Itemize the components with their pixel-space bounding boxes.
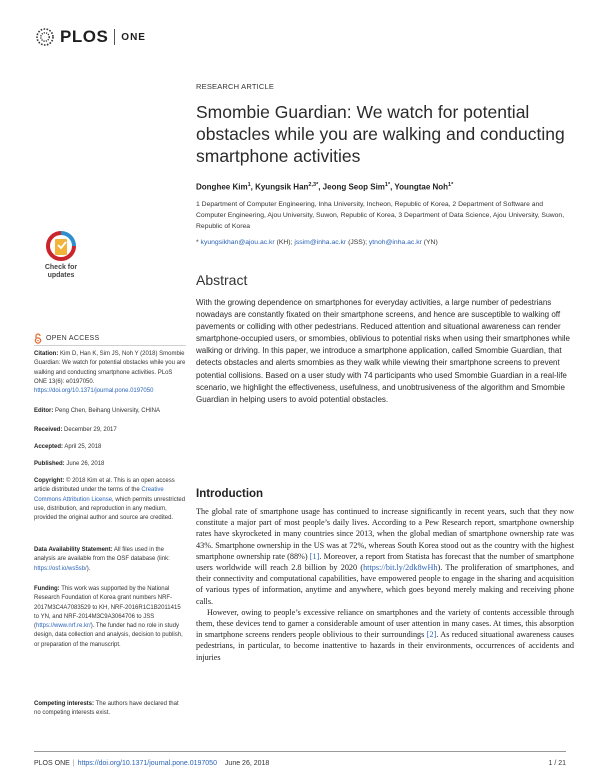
author-affil-marker: 1 <box>247 182 251 188</box>
author-name: Donghee Kim <box>196 182 248 192</box>
funding-block <box>34 585 186 650</box>
data-availability-block <box>34 546 186 574</box>
logo-text: PLOS <box>60 27 109 46</box>
page-number: 1 / 21 <box>548 760 566 767</box>
author-name: Jeong Seop Sim <box>322 182 385 192</box>
journal-name: ONE <box>121 31 146 43</box>
citation-link[interactable]: [2] <box>426 630 437 640</box>
url-link[interactable]: https://bit.ly/2dk8wHh <box>363 563 438 573</box>
text-run: . Moreover, a report from Statista has forecast that the number of smartphone users worldwide will reach 2.8 billion by 2020 ( <box>196 551 574 573</box>
footer-separator <box>220 760 222 767</box>
accepted-label: Accepted: <box>34 444 64 450</box>
received-block <box>34 426 186 435</box>
plos-logo-icon <box>34 27 56 47</box>
editor-text: Peng Chen, Beihang University, CHINA <box>53 408 160 414</box>
open-access-label <box>34 333 99 344</box>
abstract-heading: Abstract <box>196 272 248 288</box>
citation-label: Citation: <box>34 351 59 357</box>
funding-text: This work was supported by the National Research Foundation of Korea grant numbers NRF-2017M3C4A7083529 to KH, NRF-2016R1C1B2011415 to YN, and NRF-2014M3C9A3064706 to JSS ( <box>34 586 181 630</box>
received-label: Received: <box>34 427 63 433</box>
citation-block <box>34 350 186 396</box>
accepted-date: April 25, 2018 <box>63 444 102 450</box>
corresponding-emails <box>196 239 438 246</box>
email-link[interactable]: jssim@inha.ac.kr <box>294 239 347 246</box>
footer-divider <box>34 751 566 752</box>
email-owner: (YN) <box>421 239 438 246</box>
citation-link[interactable]: [1] <box>309 551 320 561</box>
published-date: June 26, 2018 <box>64 461 105 467</box>
osf-link[interactable]: https://osf.io/ws5sb/ <box>34 565 87 572</box>
accepted-block <box>34 443 186 452</box>
paragraph <box>196 607 574 663</box>
author-affil-marker: 2,3* <box>308 182 319 188</box>
text-run: ). The proliferation of smartphones, and their connectivity and computational capabilities, have empowered people to engage in the sharing and acquisition of various types of information, anytime and anywhere, which goes beyond merely making and receiving phone calls. <box>196 563 574 606</box>
author-name: Youngtae Noh <box>394 182 449 192</box>
author-affil-marker: 1* <box>448 182 454 188</box>
open-access-lock-icon <box>34 333 42 344</box>
copyright-text: © 2018 Kim et al. This is an open access article distributed under the terms of the <box>34 478 175 494</box>
article-title: Smombie Guardian: We watch for potential obstacles while you are walking and conducting smartphone activities <box>196 102 565 166</box>
copyright-text: , which permits unrestricted use, distribution, and reproduction in any medium, provided the original author and source are credited. <box>34 496 186 522</box>
citation-text: Kim D, Han K, Sim JS, Noh Y (2018) Smombie Guardian: We watch for potential obstacles while you are walking and conducting smartphone activities. PLoS ONE 13(6): e0197050. <box>34 351 186 385</box>
plos-logo <box>34 27 146 47</box>
competing-interests-label: Competing interests: <box>34 701 95 707</box>
published-block <box>34 460 186 469</box>
author-list: Donghee Kim$^1$, Kyungsik Han$^{2,3*}$, Jeong Seop Sim$^{1*}$, Youngtae Noh$^{1*}$ <box>196 182 454 192</box>
paragraph <box>196 506 574 607</box>
author-affil-marker: 1* <box>384 182 391 188</box>
data-availability-text: ). <box>86 565 91 572</box>
open-access-text: OPEN ACCESS <box>46 335 100 342</box>
email-link[interactable]: ytnoh@inha.ac.kr <box>368 239 422 246</box>
footer-left <box>34 760 269 767</box>
editor-block <box>34 407 186 416</box>
introduction-heading: Introduction <box>196 488 264 500</box>
text-run: The global rate of smartphone usage has continued to increase significantly in recent years, such that they now constitute a major part of most people’s daily lives. According to a Pew Research report, smartphone ownership rates have skyrocketed in many countries since 2013, when the global median of smartphone ownership rate was 43%. Smartphone ownership in the US was at 72%, whereas South Korea stood out as the country with the highest smartphone ownership rate (88%) <box>196 507 574 561</box>
competing-interests-block <box>34 700 186 719</box>
asterisk: * <box>196 239 201 246</box>
competing-interests-text: The authors have declared that no competing interests exist. <box>34 701 179 717</box>
doi-link[interactable]: https://doi.org/10.1371/journal.pone.0197050 <box>34 388 154 395</box>
page-footer <box>34 760 566 767</box>
copyright-block <box>34 477 186 523</box>
received-date: December 29, 2017 <box>62 427 117 433</box>
email-owner: (JSS); <box>346 239 369 246</box>
published-label: Published: <box>34 461 65 467</box>
check-for-updates-label: Check for updates <box>44 264 78 279</box>
check-for-updates-icon <box>34 230 88 264</box>
abstract-text: With the growing dependence on smartphones for everyday activities, a large number of pedestrians nowadays are constantly fixated on their smartphone screens, and hence are susceptible to walking off pavements or colliding with other pedestrians. Reduced attention and situational awareness can render smartphone-occupied users, or smombies, oblivious to potential risks when using their smartphones while walking or driving. In this paper, we introduce a smartphone application, called Smombie Guardian, that detects obstacles and alerts smombies as they walk while viewing their smartphone screens to prevent potential collisions. Based on a user study with 74 participants who used Smombie Guardian in a real-life scenario, we highlight the effectiveness, usefulness, and unobtrusiveness of the algorithm and Smombie Guardian in helping users to avoid potential obstacles. <box>196 298 570 404</box>
data-availability-label: Data Availability Statement: <box>34 547 113 553</box>
nrf-link[interactable]: https://www.nrf.re.kr/ <box>36 623 91 630</box>
funding-label: Funding: <box>34 586 60 592</box>
footer-date: June 26, 2018 <box>224 760 270 767</box>
footer-journal: PLOS ONE <box>34 760 70 767</box>
logo-divider <box>114 29 115 45</box>
email-owner: (KH); <box>274 239 295 246</box>
introduction-body <box>196 506 574 663</box>
email-link[interactable]: kyungsikhan@ajou.ac.kr <box>200 239 275 246</box>
article-type: RESEARCH ARTICLE <box>196 82 275 91</box>
license-link[interactable]: Creative Commons Attribution License <box>34 487 164 503</box>
copyright-label: Copyright: <box>34 478 65 484</box>
editor-label: Editor: <box>34 408 54 414</box>
data-availability-text: All files used in the analysis are available from the OSF database (link: <box>34 547 170 563</box>
text-run: However, owing to people’s excessive reliance on smartphones and the variety of contents accessible through them, these devices tend to garner a considerable amount of user attention in many cases. At times, this absorption in smartphone screens renders people oblivious to their surroundings <box>196 607 574 640</box>
affiliations: 1 Department of Computer Engineering, Inha University, Incheon, Republic of Korea, 2 Department of Software and Computer Engineering, Ajou University, Suwon, Republic of Korea, 3 Department of Data Science, Ajou University, Suwon, Republic of Korea <box>196 201 565 231</box>
footer-separator: | <box>72 760 75 767</box>
sidebar-divider <box>34 345 186 346</box>
funding-text: ). The funder had no role in study design, data collection and analysis, decision to publish, or preparation of the manuscript. <box>34 623 183 648</box>
author-name: Kyungsik Han <box>255 182 309 192</box>
text-run: . As reduced situational awareness causes pedestrians, in particular, to become inattentive to hazards in their environments, occurrences of accidents and injuries <box>196 630 574 662</box>
footer-doi-link[interactable]: https://doi.org/10.1371/journal.pone.0197050 <box>77 760 217 767</box>
